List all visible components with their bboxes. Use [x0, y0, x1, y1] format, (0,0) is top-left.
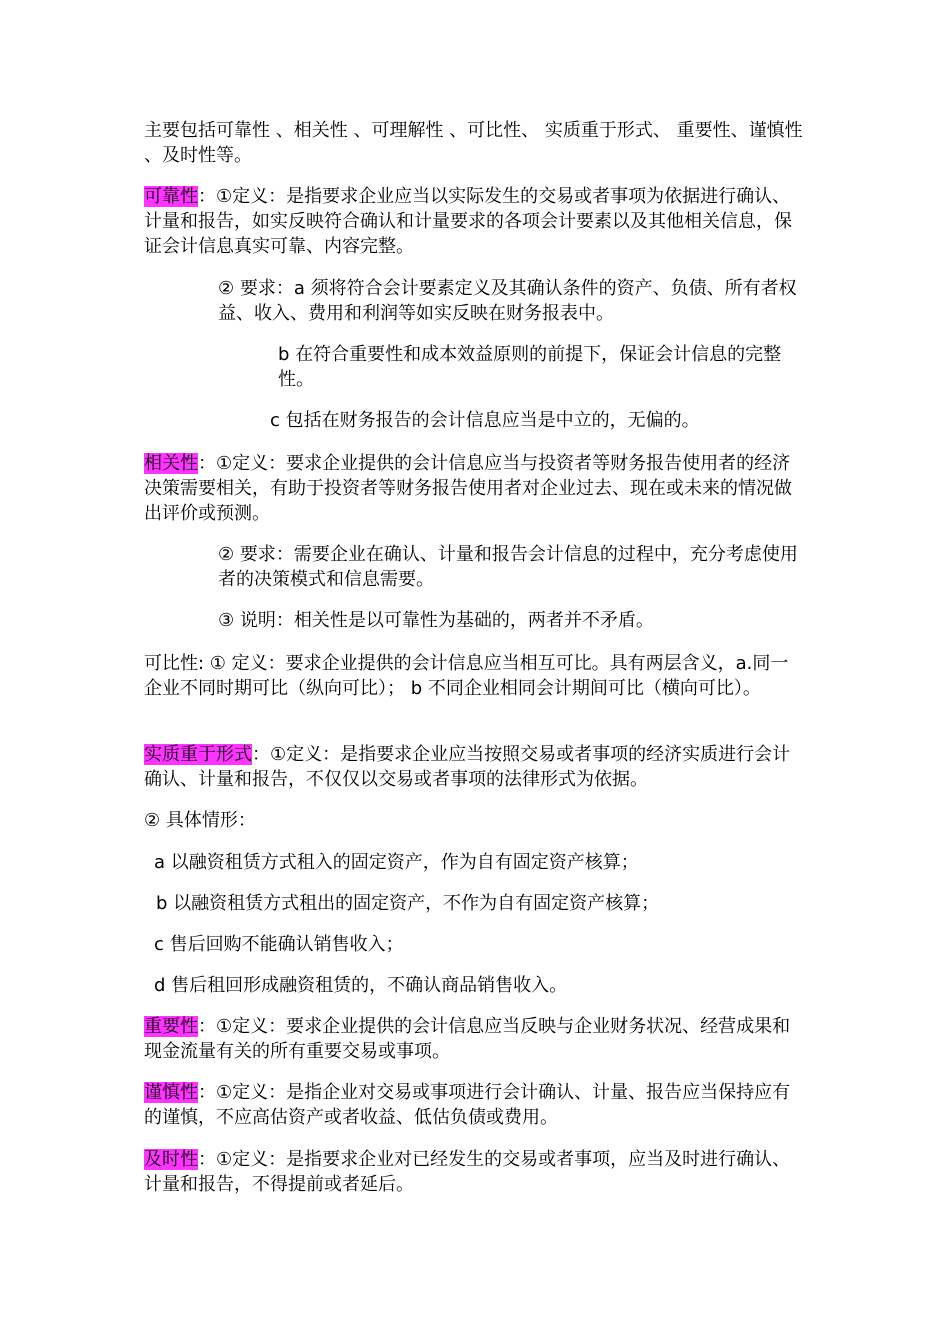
substance-case-d: d 售后租回形成融资租赁的，不确认商品销售收入。	[154, 975, 568, 996]
materiality-definition	[144, 1014, 804, 1064]
relevance-definition	[144, 451, 804, 526]
intro-paragraph: 主要包括可靠性 、相关性 、可理解性 、可比性、 实质重于形式、 重要性、谨慎性 、及时性等。	[144, 120, 803, 166]
substance-case-c: c 售后回购不能确认销售收入；	[154, 934, 404, 955]
prudence-definition	[144, 1080, 804, 1130]
reliability-definition	[144, 184, 804, 259]
substance-definition-text: ：①定义：是指要求企业应当按照交易或者事项的经济实质进行会计确认、计量和报告，不仅仅以交易或者事项的法律形式为依据。	[144, 744, 791, 790]
materiality-definition-text: ：①定义：要求企业提供的会计信息应当反映与企业财务状况、经营成果和现金流量有关的所有重要交易或事项。	[144, 1016, 791, 1062]
timeliness-term: 及时性	[144, 1149, 198, 1170]
comparability-definition: 可比性: ① 定义：要求企业提供的会计信息应当相互可比。具有两层含义，a.同一企业不同时期可比（纵向可比）； b 不同企业相同会计期间可比（横向可比）。	[144, 653, 789, 699]
reliability-requirement-a: ② 要求：a 须将符合会计要素定义及其确认条件的资产、负债、所有者权益、收入、费用和利润等如实反映在财务报表中。	[218, 278, 797, 324]
reliability-definition-text: ：①定义：是指要求企业应当以实际发生的交易或者事项为依据进行确认、计量和报告，如实反映符合确认和计量要求的各项会计要素以及其他相关信息，保证会计信息真实可靠、内容完整。	[144, 186, 792, 257]
relevance-term: 相关性	[144, 453, 198, 474]
materiality-term: 重要性	[144, 1016, 198, 1037]
prudence-definition-text: ：①定义：是指企业对交易或事项进行会计确认、计量、报告应当保持应有的谨慎，不应高估资产或者收益、低估负债或费用。	[144, 1082, 791, 1128]
substance-case-b: b 以融资租赁方式租出的固定资产，不作为自有固定资产核算；	[156, 893, 660, 914]
relevance-definition-text: ：①定义：要求企业提供的会计信息应当与投资者等财务报告使用者的经济决策需要相关，有助于投资者等财务报告使用者对企业过去、现在或未来的情况做出评价或预测。	[144, 453, 792, 524]
substance-cases-title: ② 具体情形：	[144, 810, 256, 831]
substance-case-a: a 以融资租赁方式租入的固定资产，作为自有固定资产核算；	[154, 852, 639, 873]
timeliness-definition	[144, 1147, 804, 1197]
relevance-note: ③ 说明：相关性是以可靠性为基础的，两者并不矛盾。	[218, 610, 654, 631]
reliability-requirement-c: c 包括在财务报告的会计信息应当是中立的，无偏的。	[270, 410, 700, 431]
substance-term: 实质重于形式	[144, 744, 252, 765]
substance-definition	[144, 742, 804, 792]
relevance-requirement: ② 要求：需要企业在确认、计量和报告会计信息的过程中，充分考虑使用者的决策模式和信息需要。	[218, 544, 798, 590]
timeliness-definition-text: ：①定义：是指要求企业对已经发生的交易或者事项，应当及时进行确认、计量和报告，不得提前或者延后。	[144, 1149, 791, 1195]
prudence-term: 谨慎性	[144, 1082, 198, 1103]
reliability-requirement-b: b 在符合重要性和成本效益原则的前提下，保证会计信息的完整性。	[278, 344, 782, 390]
reliability-term: 可靠性	[144, 186, 198, 207]
